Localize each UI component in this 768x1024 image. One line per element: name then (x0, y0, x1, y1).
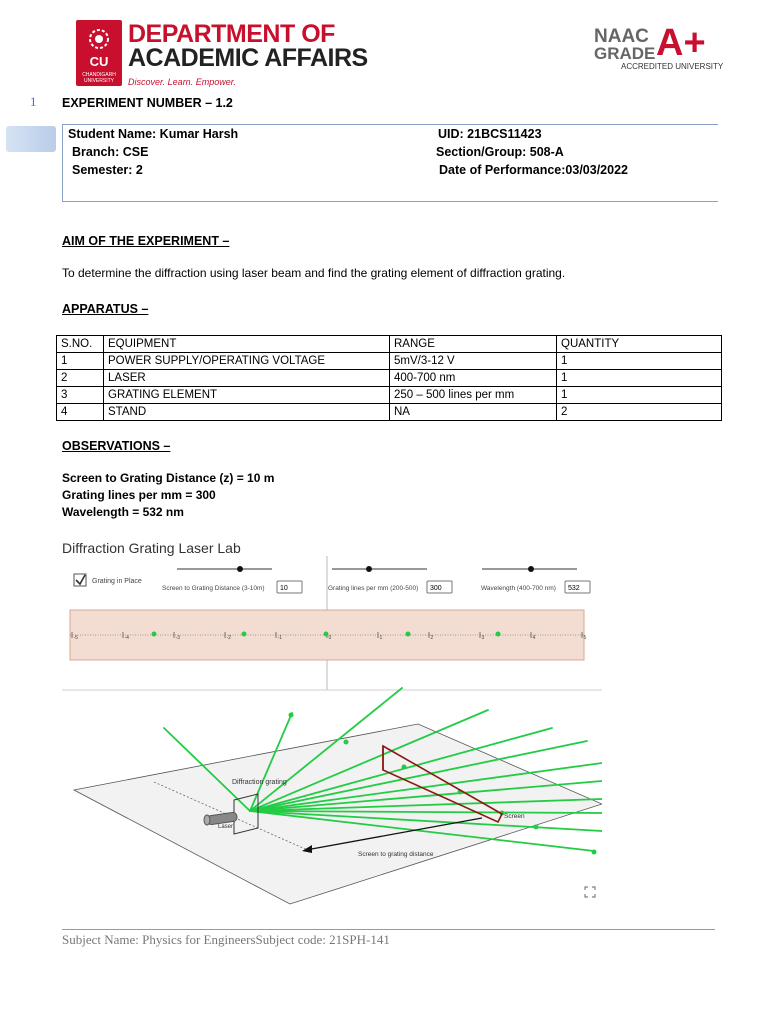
table-cell: 1 (557, 370, 722, 387)
naac-label: NAAC (594, 26, 649, 47)
table-cell: 400-700 nm (390, 370, 557, 387)
lines-slider-handle[interactable] (366, 566, 372, 572)
table-row (57, 370, 722, 387)
lines-slider-label: Grating lines per mm (200-500) (328, 585, 419, 592)
axis-tick-label: 3 (481, 635, 485, 641)
footer-divider (62, 929, 715, 930)
axis-tick-label: -1 (277, 635, 282, 641)
axis-tick-label: -5 (73, 635, 78, 641)
wavelength-slider-label: Wavelength (400-700 nm) (481, 585, 556, 592)
diffraction-dot (406, 632, 411, 637)
table-cell: 1 (557, 387, 722, 404)
diffraction-dot (496, 632, 501, 637)
table-cell: STAND (104, 404, 390, 421)
laser-cap (204, 815, 210, 825)
student-uid: UID: 21BCS11423 (438, 127, 542, 141)
axis-tick-label: -4 (124, 635, 129, 641)
table-cell: 3 (57, 387, 104, 404)
table-cell: 5mV/3-12 V (390, 353, 557, 370)
wavelength-slider-handle[interactable] (528, 566, 534, 572)
diffraction-dot (242, 632, 247, 637)
axis-tick-label: 2 (430, 635, 434, 641)
naac-grade-value: A+ (656, 22, 706, 64)
diffraction-dot (324, 632, 329, 637)
table-cell: 1 (557, 353, 722, 370)
gear-emblem-icon (84, 26, 114, 52)
performance-date: Date of Performance:03/03/2022 (439, 163, 628, 177)
student-semester: Semester: 2 (72, 163, 143, 177)
axis-tick-label: 4 (532, 635, 536, 641)
table-header-row (57, 336, 722, 353)
observation-distance: Screen to Grating Distance (z) = 10 m (62, 471, 275, 485)
axis-tick-label: 5 (583, 635, 587, 641)
lines-input-value: 300 (430, 585, 442, 592)
page-number: 1 (30, 94, 37, 109)
beam-spot (289, 713, 294, 718)
table-row (57, 387, 722, 404)
table-cell: 250 – 500 lines per mm (390, 387, 557, 404)
table-header-cell: RANGE (390, 336, 557, 353)
table-row (57, 404, 722, 421)
axis-tick-label: -3 (175, 635, 180, 641)
beam-spot (534, 825, 539, 830)
apparatus-heading: APPARATUS – (62, 302, 149, 316)
wavelength-input-value: 532 (568, 585, 580, 592)
tab-decoration (6, 126, 56, 152)
distance-slider-handle[interactable] (237, 566, 243, 572)
student-branch: Branch: CSE (72, 145, 149, 159)
table-cell: 1 (57, 353, 104, 370)
axis-tick-label: 0 (328, 635, 332, 641)
diffraction-grating-label: Diffraction grating (232, 779, 287, 786)
beam-spot (592, 850, 597, 855)
observation-wavelength: Wavelength = 532 nm (62, 505, 184, 519)
simulation-title: Diffraction Grating Laser Lab (62, 540, 241, 556)
department-title-line1: DEPARTMENT OF (128, 20, 335, 48)
table-cell: 4 (57, 404, 104, 421)
aim-heading: AIM OF THE EXPERIMENT – (62, 234, 230, 248)
experiment-number: EXPERIMENT NUMBER – 1.2 (62, 96, 233, 110)
student-section: Section/Group: 508-A (436, 145, 564, 159)
screen-label: Screen (504, 813, 525, 820)
logo-letters: CU (89, 54, 109, 69)
table-header-cell: QUANTITY (557, 336, 722, 353)
apparatus-table (56, 335, 722, 421)
distance-label: Screen to grating distance (358, 851, 434, 858)
beam-spot (344, 740, 349, 745)
table-header-cell: S.NO. (57, 336, 104, 353)
checkbox-label: Grating in Place (92, 578, 142, 585)
logo-university-name: CHANDIGARH UNIVERSITY (82, 72, 116, 84)
footer-subject: Subject Name: Physics for EngineersSubject code: 21SPH-141 (62, 932, 390, 947)
department-title-line2: ACADEMIC AFFAIRS (128, 44, 368, 72)
distance-slider-label: Screen to Grating Distance (3-10m) (162, 585, 265, 592)
student-name: Student Name: Kumar Harsh (68, 127, 239, 141)
naac-accredited-label: ACCREDITED UNIVERSITY (621, 62, 724, 71)
table-cell: GRATING ELEMENT (104, 387, 390, 404)
naac-grade-label: GRADE (594, 44, 656, 63)
table-header-cell: EQUIPMENT (104, 336, 390, 353)
tagline: Discover. Learn. Empower. (128, 77, 236, 87)
table-cell: POWER SUPPLY/OPERATING VOLTAGE (104, 353, 390, 370)
table-cell: 2 (57, 370, 104, 387)
observation-lines-per-mm: Grating lines per mm = 300 (62, 488, 216, 502)
distance-input-value: 10 (280, 585, 288, 592)
table-cell: LASER (104, 370, 390, 387)
laser-label: Laser (218, 824, 234, 830)
axis-tick-label: -2 (226, 635, 231, 641)
diffraction-simulation (62, 556, 602, 906)
aim-text: To determine the diffraction using laser beam and find the grating element of diffraction grating. (62, 266, 566, 280)
observations-heading: OBSERVATIONS – (62, 439, 171, 453)
diffraction-dot (152, 632, 157, 637)
beam-spot (402, 765, 407, 770)
axis-tick-label: 1 (379, 635, 383, 641)
table-cell: NA (390, 404, 557, 421)
table-cell: 2 (557, 404, 722, 421)
table-row (57, 353, 722, 370)
